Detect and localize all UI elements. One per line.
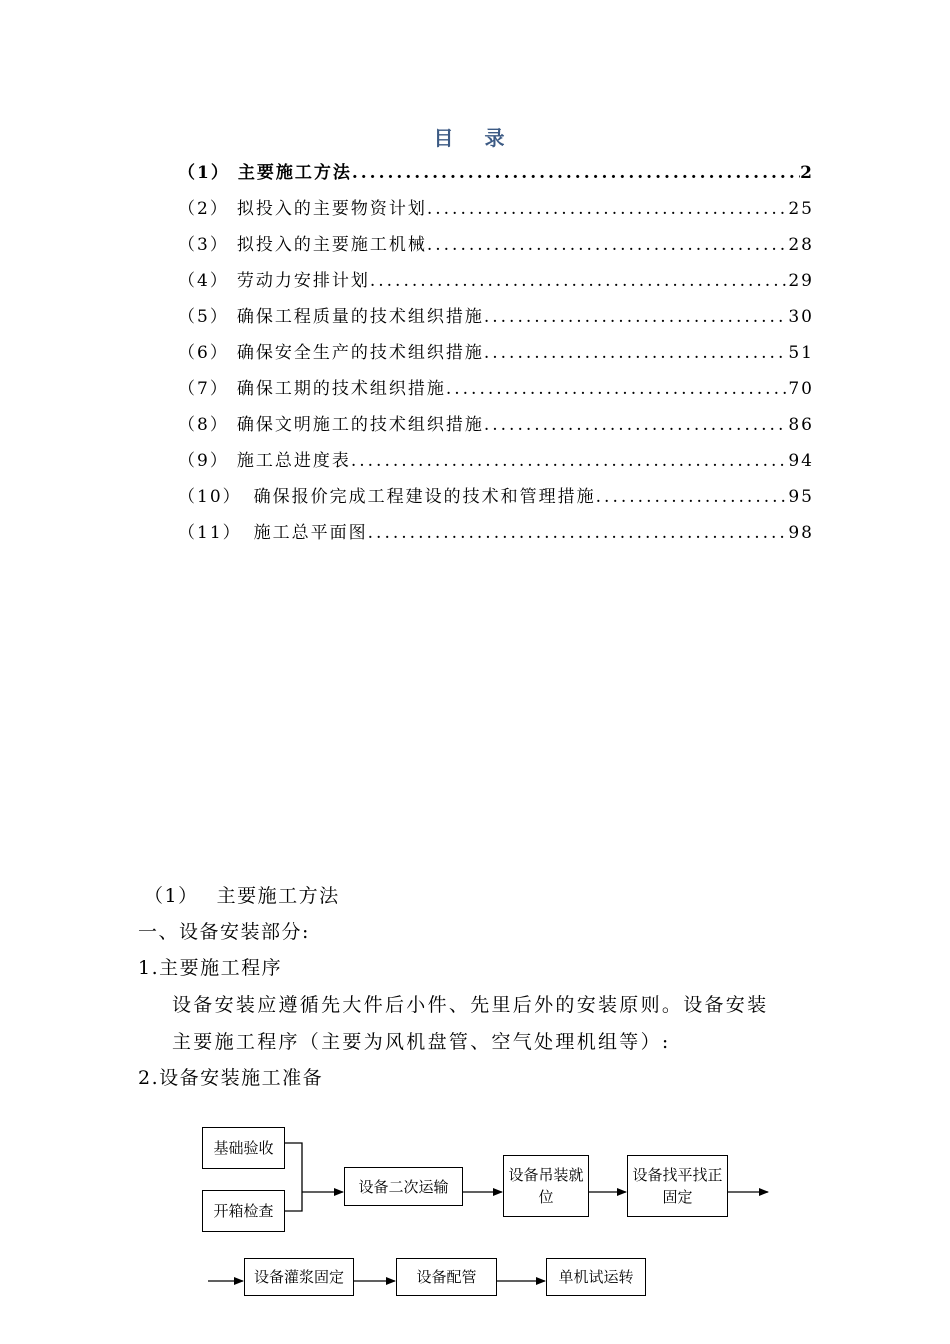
paragraph-line-1: 设备安装应遵循先大件后小件、先里后外的安装原则。设备安装	[172, 994, 769, 1016]
toc-item-number: （3）	[178, 235, 229, 255]
toc-item-title: 确保工期的技术组织措施	[236, 379, 446, 399]
toc-item-page: 51	[788, 343, 814, 363]
toc-item-number: （7）	[178, 379, 229, 399]
subsection-heading-1: 1.主要施工程序	[138, 957, 283, 979]
section-heading-title: 主要施工方法	[216, 885, 340, 907]
paragraph-line-2: 主要施工程序（主要为风机盘管、空气处理机组等）:	[172, 1031, 671, 1053]
toc-leader-dots	[352, 158, 800, 188]
box-unpack-inspect: 开箱检查	[202, 1190, 285, 1232]
toc-leader-dots	[446, 374, 789, 404]
toc-item-title: 确保工程质量的技术组织措施	[236, 307, 484, 327]
toc-item[interactable]	[178, 266, 814, 302]
toc-item-page: 86	[788, 415, 814, 435]
toc-item-number: （6）	[178, 343, 229, 363]
toc-item[interactable]	[178, 194, 814, 230]
toc-item-page: 94	[788, 451, 814, 471]
toc-item-page: 95	[788, 487, 814, 507]
box-hoist-line2: 位	[538, 1188, 554, 1206]
toc-leader-dots	[370, 266, 789, 296]
toc-item[interactable]	[178, 446, 814, 482]
connector-foundation	[285, 1143, 302, 1192]
toc-item-number: （1）	[178, 163, 230, 183]
toc-item[interactable]	[178, 374, 814, 410]
box-hoist-line1: 设备吊装就	[508, 1166, 584, 1184]
toc-item-title: 主要施工方法	[237, 163, 352, 183]
toc-leader-dots	[368, 518, 789, 548]
toc-item-number: （9）	[178, 451, 229, 471]
toc-item-title: 劳动力安排计划	[236, 271, 370, 291]
connector-unpack	[285, 1192, 302, 1211]
toc-leader-dots	[484, 302, 789, 332]
box-foundation-check: 基础验收	[202, 1127, 285, 1169]
toc-item-page: 29	[788, 271, 814, 291]
toc-item-number: （2）	[178, 199, 229, 219]
toc-item[interactable]	[178, 410, 814, 446]
box-level-line2: 固定	[662, 1188, 693, 1206]
toc-item-number: （11）	[178, 523, 242, 543]
toc-leader-dots	[484, 338, 789, 368]
toc-item-title: 施工总平面图	[253, 523, 368, 543]
toc-item-title: 拟投入的主要施工机械	[236, 235, 427, 255]
toc-item-number: （8）	[178, 415, 229, 435]
box-secondary-transport: 设备二次运输	[344, 1167, 463, 1206]
toc-leader-dots	[596, 482, 789, 512]
toc-leader-dots	[351, 446, 789, 476]
toc-leader-dots	[427, 194, 789, 224]
subsection-heading-2: 2.设备安装施工准备	[138, 1067, 324, 1089]
box-grout-fix: 设备灌浆固定	[244, 1258, 354, 1296]
box-level-line1: 设备找平找正	[632, 1166, 723, 1184]
toc-item-page: 30	[788, 307, 814, 327]
toc-item[interactable]	[178, 158, 814, 194]
toc-leader-dots	[484, 410, 789, 440]
toc-item-number: （4）	[178, 271, 229, 291]
toc-item[interactable]	[178, 230, 814, 266]
toc-item-number: （10）	[178, 487, 242, 507]
toc-item-title: 拟投入的主要物资计划	[236, 199, 427, 219]
part-heading: 一、设备安装部分:	[138, 921, 310, 943]
toc-item-page: 98	[788, 523, 814, 543]
toc-item-number: （5）	[178, 307, 229, 327]
toc-item-title: 确保安全生产的技术组织措施	[236, 343, 484, 363]
toc-item-page: 70	[788, 379, 814, 399]
toc-leader-dots	[427, 230, 789, 260]
toc-item-title: 确保文明施工的技术组织措施	[236, 415, 484, 435]
toc-title: 目 录	[433, 126, 517, 150]
box-level-align	[627, 1155, 728, 1217]
toc-item-page: 28	[788, 235, 814, 255]
box-piping: 设备配管	[396, 1258, 497, 1296]
toc-item-title: 确保报价完成工程建设的技术和管理措施	[253, 487, 596, 507]
toc-list	[178, 158, 814, 554]
toc-item[interactable]	[178, 482, 814, 518]
toc-item[interactable]	[178, 338, 814, 374]
box-test-run: 单机试运转	[546, 1258, 646, 1296]
toc-item-page: 2	[800, 163, 814, 183]
toc-item[interactable]	[178, 518, 814, 554]
section-heading	[144, 881, 340, 908]
box-hoist-position	[503, 1155, 589, 1217]
section-heading-number: （1）	[144, 885, 199, 907]
toc-item-title: 施工总进度表	[236, 451, 351, 471]
toc-item[interactable]	[178, 302, 814, 338]
toc-item-page: 25	[788, 199, 814, 219]
